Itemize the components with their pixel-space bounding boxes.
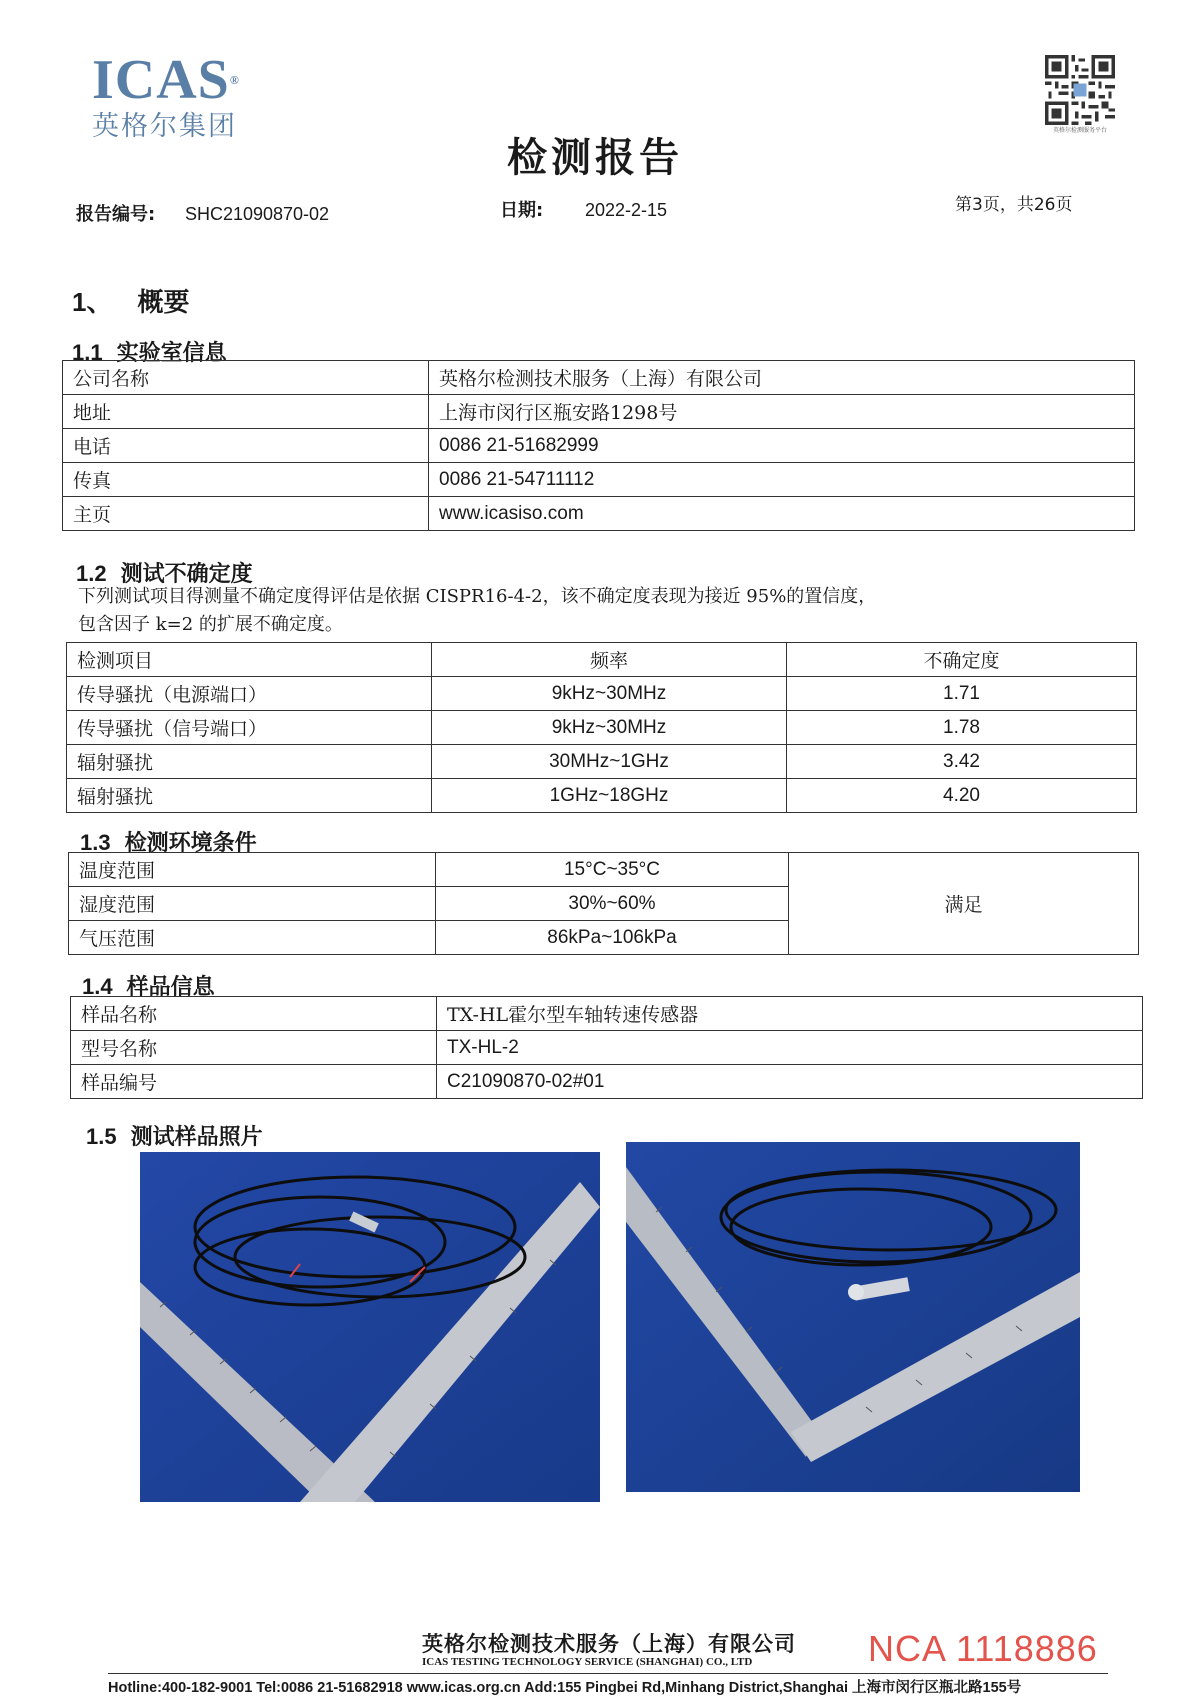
report-date-label: 日期:	[500, 200, 544, 221]
table-row	[63, 395, 1135, 429]
lab-label: 地址	[63, 395, 429, 429]
page-info: 第3页，共26页	[955, 195, 1073, 215]
section-1-1-number: 1.1	[72, 340, 103, 365]
lab-label: 电话	[63, 429, 429, 463]
section-1-1-title: 实验室信息	[116, 341, 227, 366]
uncertainty-value: 1.71	[787, 677, 1137, 711]
uncertainty-intro-line-2: 包含因子 k=2 的扩展不确定度。	[78, 614, 343, 635]
test-item: 传导骚扰（信号端口）	[67, 711, 432, 745]
table-row	[63, 463, 1135, 497]
environment-value: 15°C~35°C	[436, 853, 789, 887]
environment-value: 86kPa~106kPa	[436, 921, 789, 955]
table-row	[63, 361, 1135, 395]
section-1-title: 概要	[137, 288, 190, 318]
lab-value: www.icasiso.com	[429, 497, 1135, 531]
report-number	[76, 200, 329, 226]
lab-value: 上海市闵行区瓶安路1298号	[429, 395, 1135, 429]
section-1-3-number: 1.3	[80, 830, 111, 855]
footer-company-en: ICAS TESTING TECHNOLOGY SERVICE (SHANGHAI) CO., LTD	[422, 1656, 753, 1668]
section-1-heading	[72, 282, 190, 319]
sample-label: 样品名称	[71, 997, 437, 1031]
uncertainty-table	[66, 642, 1137, 813]
lab-value: 英格尔检测技术服务（上海）有限公司	[429, 361, 1135, 395]
section-1-5-heading	[86, 1120, 263, 1151]
environment-label: 温度范围	[69, 853, 436, 887]
sample-info-table	[70, 996, 1143, 1099]
section-1-5-number: 1.5	[86, 1124, 117, 1149]
test-item: 传导骚扰（电源端口）	[67, 677, 432, 711]
lab-label: 主页	[63, 497, 429, 531]
sample-value: TX-HL-2	[437, 1031, 1143, 1065]
uncertainty-intro	[78, 583, 1128, 639]
column-header: 频率	[432, 643, 787, 677]
test-item: 辐射骚扰	[67, 779, 432, 813]
table-row	[67, 711, 1137, 745]
frequency-range: 9kHz~30MHz	[432, 677, 787, 711]
table-row	[67, 779, 1137, 813]
nca-serial-number: NCA 1118886	[868, 1628, 1098, 1669]
column-header: 不确定度	[787, 643, 1137, 677]
lab-label: 公司名称	[63, 361, 429, 395]
frequency-range: 1GHz~18GHz	[432, 779, 787, 813]
table-row	[67, 745, 1137, 779]
sample-label: 样品编号	[71, 1065, 437, 1099]
section-1-2-title: 测试不确定度	[120, 562, 253, 587]
table-row	[71, 1065, 1143, 1099]
section-1-3-title: 检测环境条件	[124, 831, 257, 856]
report-number-value: SHC21090870-02	[184, 204, 330, 224]
logo-chinese-name: 英格尔集团	[92, 111, 237, 142]
table-row	[63, 429, 1135, 463]
table-header-row	[67, 643, 1137, 677]
lab-value: 0086 21-54711112	[429, 463, 1135, 497]
document-title: 检测报告	[507, 135, 683, 181]
sample-photo-1	[140, 1152, 600, 1502]
lab-info-table	[62, 360, 1135, 531]
test-item: 辐射骚扰	[67, 745, 432, 779]
section-1-4-number: 1.4	[82, 974, 113, 999]
uncertainty-intro-line-1: 下列测试项目得测量不确定度得评估是依据 CISPR16-4-2，该不确定度表现为接近 95%的置信度，	[78, 586, 877, 607]
footer-divider	[108, 1673, 1108, 1674]
sample-value: TX-HL霍尔型车轴转速传感器	[437, 997, 1143, 1031]
table-row	[63, 497, 1135, 531]
uncertainty-value: 4.20	[787, 779, 1137, 813]
column-header: 检测项目	[67, 643, 432, 677]
report-date	[500, 196, 667, 222]
qr-caption: 英格尔检测服务平台	[1052, 127, 1107, 134]
section-1-4-title: 样品信息	[126, 975, 215, 1000]
lab-label: 传真	[63, 463, 429, 497]
report-number-label: 报告编号:	[76, 204, 156, 225]
footer-contact: Hotline:400-182-9001 Tel:0086 21-51682918 www.icas.org.cn Add:155 Pingbei Rd,Minhang District,Shanghai 上海市闵行区瓶北路155号	[108, 1680, 1022, 1696]
frequency-range: 30MHz~1GHz	[432, 745, 787, 779]
table-row	[69, 853, 1139, 887]
section-1-5-title: 测试样品照片	[130, 1125, 263, 1150]
environment-status: 满足	[789, 853, 1139, 955]
table-row	[71, 1031, 1143, 1065]
table-row	[67, 677, 1137, 711]
sample-value: C21090870-02#01	[437, 1065, 1143, 1099]
environment-table	[68, 852, 1139, 955]
table-row	[71, 997, 1143, 1031]
sample-photo-2	[626, 1142, 1080, 1492]
uncertainty-value: 1.78	[787, 711, 1137, 745]
section-1-2-number: 1.2	[76, 561, 107, 586]
sample-photo-1-image	[140, 1152, 600, 1502]
logo-text: ICAS	[92, 49, 230, 111]
environment-label: 气压范围	[69, 921, 436, 955]
environment-value: 30%~60%	[436, 887, 789, 921]
logo-registered-mark: ®	[229, 73, 240, 87]
company-logo	[92, 49, 272, 143]
sample-photo-2-image	[626, 1142, 1080, 1492]
report-date-value: 2022-2-15	[584, 200, 668, 220]
footer-company-cn: 英格尔检测技术服务（上海）有限公司	[422, 1632, 796, 1656]
sample-label: 型号名称	[71, 1031, 437, 1065]
qr-code-icon	[1045, 55, 1115, 125]
frequency-range: 9kHz~30MHz	[432, 711, 787, 745]
uncertainty-value: 3.42	[787, 745, 1137, 779]
lab-value: 0086 21-51682999	[429, 429, 1135, 463]
environment-label: 湿度范围	[69, 887, 436, 921]
section-1-number: 1、	[72, 287, 113, 317]
